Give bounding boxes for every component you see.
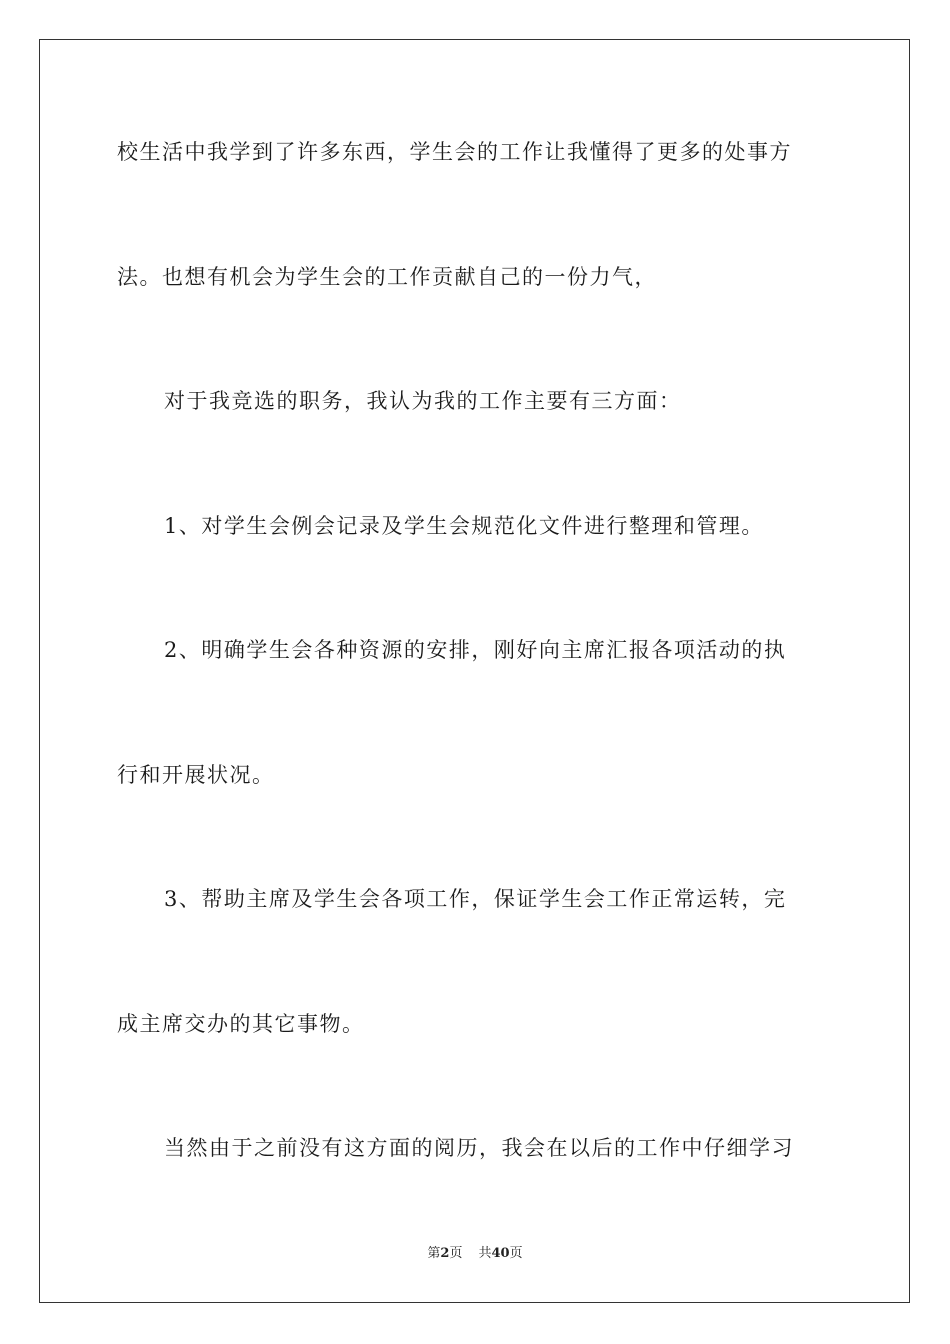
page-prefix: 第 bbox=[427, 1246, 441, 1261]
list-item-2-continued: 行和开展状况。 bbox=[117, 763, 275, 787]
list-item-2: 2、明确学生会各种资源的安排，刚好向主席汇报各项活动的执 bbox=[164, 638, 787, 662]
total-suffix: 页 bbox=[509, 1246, 523, 1261]
body-line-1: 校生活中我学到了许多东西，学生会的工作让我懂得了更多的处事方 bbox=[117, 140, 792, 164]
body-line-2: 法。也想有机会为学生会的工作贡献自己的一份力气， bbox=[117, 265, 657, 289]
paragraph-intro: 对于我竞选的职务，我认为我的工作主要有三方面： bbox=[164, 389, 682, 413]
total-pages: 40 bbox=[491, 1246, 510, 1261]
page-suffix: 页 bbox=[449, 1246, 463, 1261]
list-item-3-continued: 成主席交办的其它事物。 bbox=[117, 1012, 365, 1036]
total-prefix: 共 bbox=[478, 1246, 492, 1261]
page-border bbox=[39, 39, 910, 1303]
page-number: 2 bbox=[440, 1246, 450, 1261]
list-item-1: 1、对学生会例会记录及学生会规范化文件进行整理和管理。 bbox=[164, 514, 764, 538]
list-item-3: 3、帮助主席及学生会各项工作，保证学生会工作正常运转，完 bbox=[164, 887, 787, 911]
paragraph-closing: 当然由于之前没有这方面的阅历，我会在以后的工作中仔细学习 bbox=[164, 1136, 794, 1160]
page-footer bbox=[0, 1245, 950, 1263]
